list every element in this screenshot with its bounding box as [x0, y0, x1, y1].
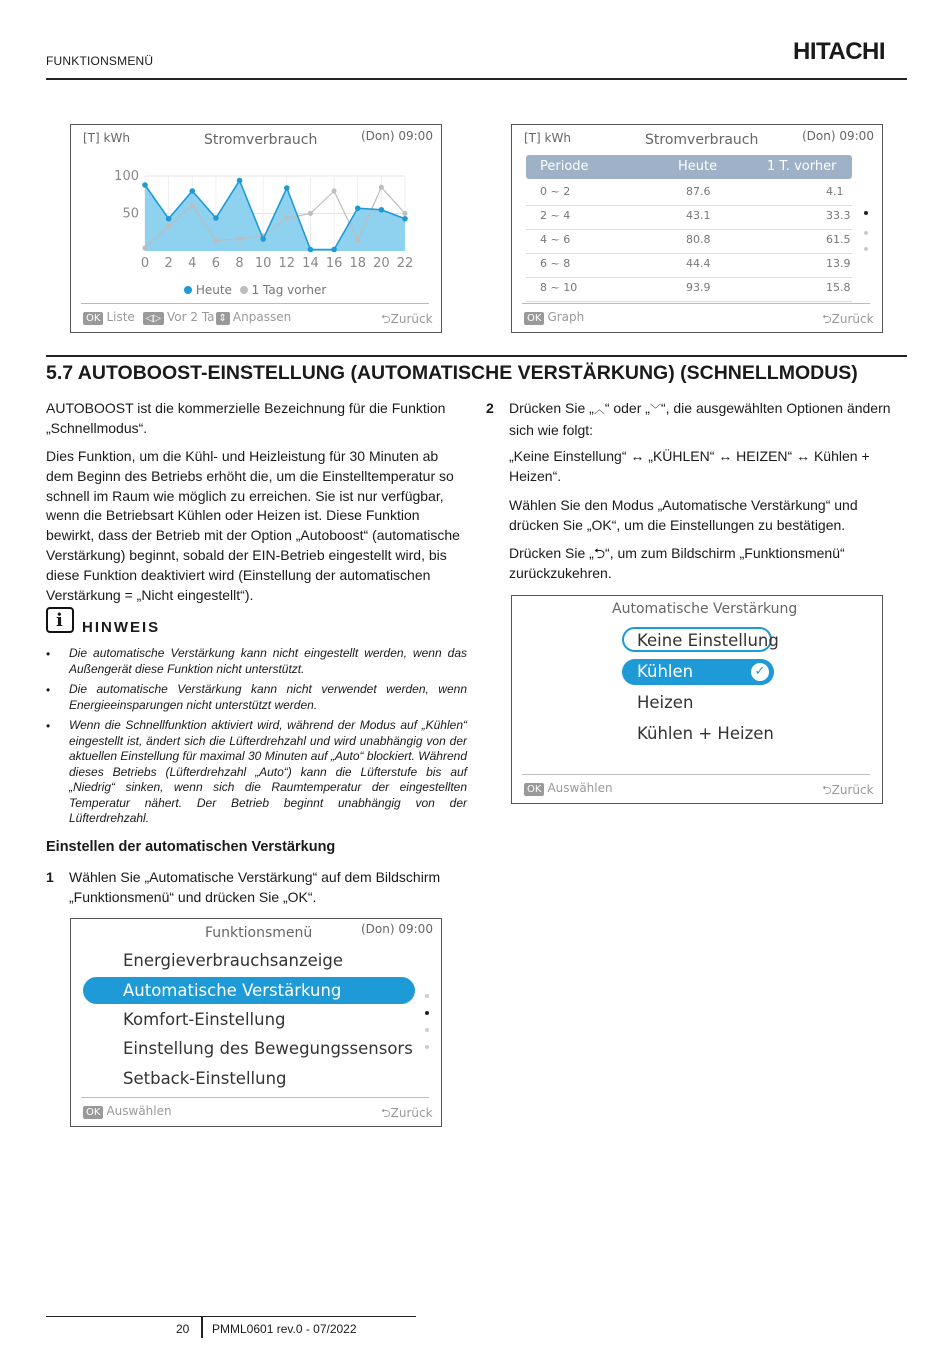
table-footer-rule	[522, 303, 870, 304]
table-screen-title: Stromverbrauch	[645, 132, 759, 148]
table-row	[526, 253, 852, 278]
footer-divider	[201, 1316, 203, 1338]
scroll-dot	[425, 1028, 429, 1032]
subheading: Einstellen der automatischen Verstärkung	[46, 839, 336, 855]
graph-label: Graph	[547, 310, 585, 324]
point-today	[308, 247, 314, 253]
note-bullet: •	[46, 719, 51, 733]
menu-screen-title: Funktionsmenü	[205, 925, 313, 941]
step-2-back-a: Drücken Sie „	[509, 545, 594, 561]
x-tick-label: 12	[278, 256, 296, 271]
menu-item-motion-sensor[interactable]: Einstellung des Bewegungssensors	[123, 1039, 413, 1058]
back-label: Zurück	[390, 1106, 433, 1120]
table-unit: [T] kWh	[524, 131, 571, 145]
legend-today-dot	[184, 286, 192, 294]
ok-badge[interactable]: OK	[524, 312, 544, 325]
menu-back[interactable]	[381, 1104, 433, 1125]
x-tick-label: 18	[349, 256, 367, 271]
chevron-up-icon: ︿	[593, 404, 605, 416]
chart-time: (Don) 09:00	[361, 129, 433, 143]
point-yesterday	[237, 237, 242, 242]
point-today	[237, 178, 243, 184]
autoboost-footer-rule	[522, 774, 870, 775]
step-1-text: Wählen Sie „Automatische Verstärkung“ auf dem Bildschirm „Funktionsmenü“ und drücken Sie „OK“.	[69, 869, 441, 905]
point-yesterday	[403, 211, 408, 216]
scroll-dot-active	[425, 1011, 429, 1015]
note-1: Die automatische Verstärkung kann nicht eingestellt werden, wenn das Außengerät diese Funktion nicht unterstützt.	[69, 646, 467, 676]
point-today	[260, 236, 266, 242]
table-row	[526, 277, 852, 302]
step-2-number: 2	[486, 400, 494, 416]
table-cell: 4 ~ 6	[540, 233, 571, 246]
x-tick-label: 10	[254, 256, 272, 271]
section-title: 5.7 AUTOBOOST-EINSTELLUNG (AUTOMATISCHE VERSTÄRKUNG) (SCHNELLMODUS)	[46, 362, 858, 384]
table-cell: 8 ~ 10	[540, 281, 578, 294]
hitachi-logo: HITACHI	[793, 38, 886, 65]
ok-badge[interactable]: OK	[83, 312, 103, 325]
screen-energy-table	[511, 124, 883, 333]
table-col-vorher: 1 T. vorher	[767, 159, 837, 174]
menu-footer	[83, 1104, 172, 1119]
back-arrow-icon: ⮌	[822, 783, 832, 797]
step-2-text-c: “, die ausgewählten Optionen ändern sich wie folgt:	[509, 400, 891, 438]
table-col-heute: Heute	[678, 159, 718, 174]
page-number: 20	[176, 1322, 190, 1336]
chevron-down-icon: ﹀	[649, 404, 661, 416]
table-row	[526, 229, 852, 254]
back-arrow-icon: ⮌	[381, 1106, 391, 1120]
adjust-label: Anpassen	[232, 310, 292, 324]
check-icon: ✓	[751, 663, 769, 681]
table-cell: 2 ~ 4	[540, 209, 571, 222]
scroll-dot-active	[864, 211, 868, 215]
list-label: Liste	[106, 310, 135, 324]
intro-text: AUTOBOOST ist die kommerzielle Bezeichnung für die Funktion „Schnellmodus“.	[46, 400, 446, 436]
info-icon: i	[46, 607, 74, 633]
table-cell: 4.1	[826, 185, 844, 198]
legend-yesterday-dot	[240, 286, 248, 294]
table-cell: 13.9	[826, 257, 851, 270]
table-cell: 6 ~ 8	[540, 257, 571, 270]
menu-time: (Don) 09:00	[361, 922, 433, 936]
point-yesterday	[143, 246, 148, 251]
step-2-text	[509, 399, 901, 441]
header-section-label: FUNKTIONSMENÜ	[46, 54, 154, 68]
screen-energy-chart	[70, 124, 442, 333]
back-arrow-icon: ⮌	[822, 312, 832, 326]
x-tick-label: 14	[302, 256, 319, 271]
table-cell: 87.6	[686, 185, 711, 198]
note-2: Die automatische Verstärkung kann nicht verwendet werden, wenn Energieeinsparungen nicht unterstützt werden.	[69, 682, 467, 712]
x-tick-label: 22	[396, 256, 414, 271]
menu-item-setback[interactable]: Setback-Einstellung	[123, 1069, 287, 1088]
x-tick-label: 16	[325, 256, 343, 271]
scroll-dot	[425, 1045, 429, 1049]
table-cell: 61.5	[826, 233, 851, 246]
up-down-icon[interactable]: ⇕	[216, 312, 230, 325]
step-2-select: Wählen Sie den Modus „Automatische Verstärkung“ und drücken Sie „OK“, um die Einstellungen zu bestätigen.	[509, 497, 858, 533]
legend-yesterday: 1 Tag vorher	[251, 283, 327, 297]
scroll-dot	[864, 231, 868, 235]
x-tick-label: 2	[164, 256, 173, 271]
option-cooling[interactable]: Kühlen	[637, 662, 694, 681]
table-time: (Don) 09:00	[802, 129, 874, 143]
point-today	[355, 205, 361, 211]
menu-item-energy[interactable]: Energieverbrauchsanzeige	[123, 951, 343, 970]
x-tick-label: 4	[188, 256, 197, 271]
x-tick-label: 0	[140, 256, 150, 271]
table-cell: 44.4	[686, 257, 711, 270]
table-cell: 43.1	[686, 209, 711, 222]
autoboost-back[interactable]	[822, 781, 874, 802]
table-cell: 15.8	[826, 281, 851, 294]
table-footer	[524, 310, 584, 325]
series-today-area	[145, 181, 405, 252]
chart-legend	[184, 283, 326, 297]
chart-footer-rule	[81, 303, 429, 304]
document-id: PMML0601 rev.0 - 07/2022	[212, 1322, 357, 1336]
back-label: Zurück	[831, 312, 874, 326]
point-yesterday	[332, 189, 337, 194]
point-yesterday	[308, 211, 313, 216]
point-today	[402, 216, 408, 222]
note-3: Wenn die Schnellfunktion aktiviert wird, während der Modus auf „Kühlen“ eingestellt ist, ändert sich die Lüfterdrehzahl und wird unabhängig von der aktuellen Einstellung für maximal 30 Minuten auf „Auto“ blockiert. Während dieses Betriebs (Lüfterdrehzahl „Auto“) kann die Lüfterstufe bis auf „Niedrig“ sinken, wenn sich die Raumtemperatur der eingestellten Temperatur nähert. Der Betrieb beginnt unabhängig von der Lüfterdrehzahl.	[69, 718, 467, 825]
point-today	[189, 188, 195, 194]
legend-today: Heute	[195, 283, 232, 297]
chart-screen-title: Stromverbrauch	[204, 132, 318, 148]
chart-unit: [T] kWh	[83, 131, 130, 145]
table-cell: 80.8	[686, 233, 711, 246]
note-title: HINWEIS	[82, 619, 161, 636]
table-cell: 33.3	[826, 209, 851, 222]
select-label: Auswählen	[106, 1104, 172, 1118]
y-tick-label: 50	[122, 206, 139, 222]
table-back[interactable]	[822, 310, 874, 331]
prev-days-label: Vor 2 Ta	[167, 310, 215, 324]
footer-rule	[46, 1316, 416, 1317]
chart-footer	[83, 310, 291, 325]
menu-item-comfort[interactable]: Komfort-Einstellung	[123, 1010, 286, 1029]
left-right-icon[interactable]: ◁▷	[143, 312, 164, 325]
x-tick-label: 6	[211, 256, 221, 271]
autoboost-footer	[524, 781, 613, 796]
point-yesterday	[379, 185, 384, 190]
description-text: Dies Funktion, um die Kühl- und Heizleistung für 30 Minuten ab dem Beginn des Betriebs erhöht die, um die Einstelltemperatur so schnell im Raum wie möglich zu erreichen. Sie ist nur verfügbar, wenn die Betriebsart Kühlen oder Heizen ist. Diese Funktion bewirkt, dass der Betrieb mit der Option „Autoboost“ (automatische Verstärkung) beginnt, sobald der EIN-Betrieb eingestellt wird, bis diese Funktion deaktiviert wird (Einstellung der automatischen Verstärkung = „Nicht eingestellt“).	[46, 448, 460, 603]
option-none[interactable]: Keine Einstellung	[637, 631, 779, 650]
table-row	[526, 205, 852, 230]
point-yesterday	[190, 203, 195, 208]
header-rule	[46, 78, 907, 80]
step-2-sequence: „Keine Einstellung“ ↔ „KÜHLEN“ ↔ HEIZEN“ ↔ Kühlen + Heizen“.	[509, 448, 870, 484]
note-bullet: •	[46, 683, 51, 697]
table-col-periode: Periode	[540, 159, 589, 174]
ok-badge[interactable]: OK	[83, 1106, 103, 1119]
step-2-text-b: “ oder „	[604, 400, 650, 416]
section-rule	[46, 355, 907, 357]
point-today	[213, 215, 219, 221]
table-row	[526, 181, 852, 206]
y-tick-label: 100	[114, 169, 139, 184]
scroll-dot	[864, 247, 868, 251]
point-today	[331, 247, 337, 253]
autoboost-screen-title: Automatische Verstärkung	[612, 601, 798, 617]
option-heating[interactable]: Heizen	[637, 693, 694, 712]
point-today	[284, 185, 290, 191]
menu-footer-rule	[81, 1097, 429, 1098]
back-label: Zurück	[390, 312, 433, 326]
menu-item-autoboost[interactable]: Automatische Verstärkung	[123, 981, 342, 1000]
note-bullet: •	[46, 647, 51, 661]
point-yesterday	[284, 216, 289, 221]
scroll-dot	[425, 994, 429, 998]
point-today	[379, 207, 385, 213]
back-label: Zurück	[831, 783, 874, 797]
chart-back[interactable]	[381, 310, 433, 331]
step-1-number: 1	[46, 869, 54, 885]
x-tick-label: 20	[373, 256, 390, 271]
screen-autoboost	[511, 595, 883, 804]
point-today	[142, 182, 148, 188]
screen-function-menu	[70, 918, 442, 1127]
step-2-back	[509, 544, 901, 584]
x-tick-label: 8	[235, 256, 244, 271]
return-arrow-icon: ⮌	[593, 545, 606, 561]
table-cell: 0 ~ 2	[540, 185, 571, 198]
select-label: Auswählen	[547, 781, 613, 795]
step-2-text-a: Drücken Sie „	[509, 400, 594, 416]
point-yesterday	[213, 238, 218, 243]
point-yesterday	[166, 224, 171, 229]
ok-badge[interactable]: OK	[524, 783, 544, 796]
option-cooling-heating[interactable]: Kühlen + Heizen	[637, 724, 774, 743]
table-cell: 93.9	[686, 281, 711, 294]
point-yesterday	[355, 238, 360, 243]
energy-chart	[71, 125, 441, 305]
point-today	[166, 216, 172, 222]
step-2-back-b: “, um zum Bildschirm „Funktionsmenü“ zurückzukehren.	[509, 545, 845, 581]
back-arrow-icon: ⮌	[381, 312, 391, 326]
